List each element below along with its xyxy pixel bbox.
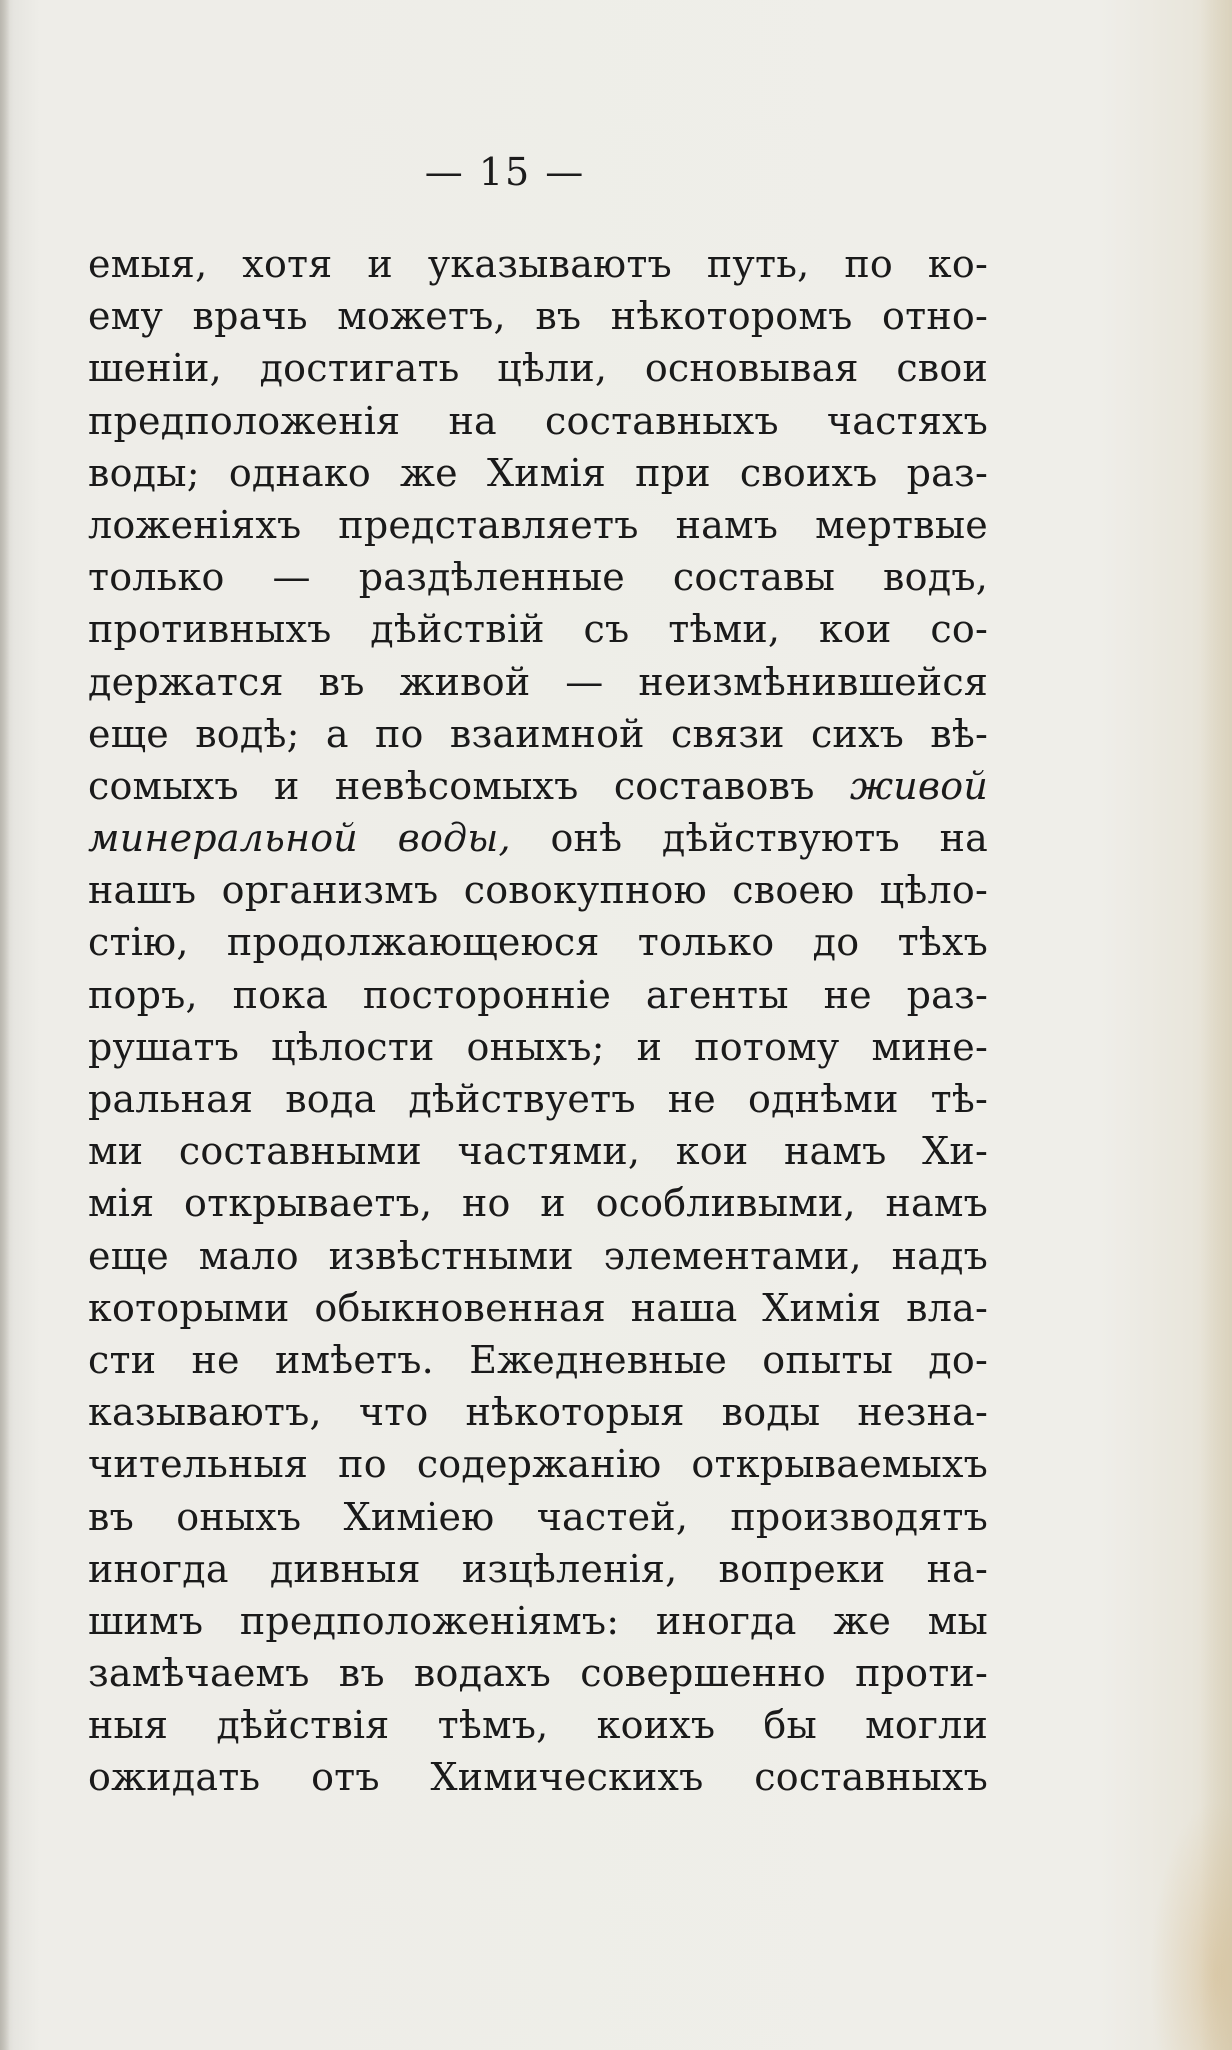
text-line: еще мало извѣстными элементами, надъ (88, 1233, 988, 1278)
text-line: чительныя по содержанію открываемыхъ (88, 1442, 988, 1487)
text-line-with-italic (88, 812, 988, 864)
text-line: ми составными частями, кои намъ Хи- (88, 1129, 988, 1174)
text-line: мія открываетъ, но и особливыми, намъ (88, 1181, 988, 1226)
text-line: сти не имѣетъ. Ежедневные опыты до- (88, 1337, 988, 1382)
text-line: противныхъ дѣйствій съ тѣми, кои со- (88, 607, 988, 652)
text-line: иногда дивныя изцѣленія, вопреки на- (88, 1546, 988, 1591)
text-line: замѣчаемъ въ водахъ совершенно проти- (88, 1651, 988, 1696)
text-line: шеніи, достигать цѣли, основывая свои (88, 346, 988, 391)
text-line: держатся въ живой — неизмѣнившейся (88, 659, 988, 704)
italic-phrase: минеральной воды, (88, 816, 511, 861)
page-right-edge-tint (1200, 0, 1232, 2050)
text-line: ложеніяхъ представляетъ намъ мертвые (88, 502, 988, 547)
text-line: казываютъ, что нѣкоторыя воды незна- (88, 1390, 988, 1435)
text-segment: сомыхъ и невѣсомыхъ составовъ (88, 763, 815, 808)
text-line: ральная вода дѣйствуетъ не однѣми тѣ- (88, 1077, 988, 1121)
text-line: воды; однако же Химія при своихъ раз- (88, 450, 988, 495)
body-text (88, 238, 988, 1804)
text-line: поръ, пока посторонніе агенты не раз- (88, 972, 988, 1017)
text-line: емыя, хотя и указываютъ путь, по ко- (88, 242, 988, 286)
paper-stain (1150, 1800, 1232, 2050)
text-line: рушатъ цѣлости оныхъ; и потому мине- (88, 1024, 988, 1069)
page-number: — 15 — (424, 150, 586, 194)
text-line: ожидать отъ Химическихъ составныхъ (88, 1755, 988, 1800)
text-line: которыми обыкновенная наша Химія вла- (88, 1285, 988, 1330)
text-line: нашъ организмъ совокупною своею цѣло- (88, 868, 988, 913)
text-line: въ оныхъ Химіею частей, производятъ (88, 1494, 988, 1539)
text-line: ему врачь можетъ, въ нѣкоторомъ отно- (88, 294, 988, 339)
text-line-with-italic (88, 760, 988, 812)
text-segment: онѣ дѣйствуютъ на (550, 816, 988, 861)
text-line: еще водѣ; а по взаимной связи сихъ вѣ- (88, 711, 988, 756)
text-line: предположенія на составныхъ частяхъ (88, 398, 988, 443)
text-line: ныя дѣйствія тѣмъ, коихъ бы могли (88, 1703, 988, 1748)
text-line: только — раздѣленные составы водъ, (88, 555, 988, 600)
text-line: стію, продолжающеюся только до тѣхъ (88, 920, 988, 965)
page-left-edge-shadow (0, 0, 10, 2050)
italic-phrase: живой (849, 763, 988, 808)
text-line: шимъ предположеніямъ: иногда же мы (88, 1598, 988, 1643)
